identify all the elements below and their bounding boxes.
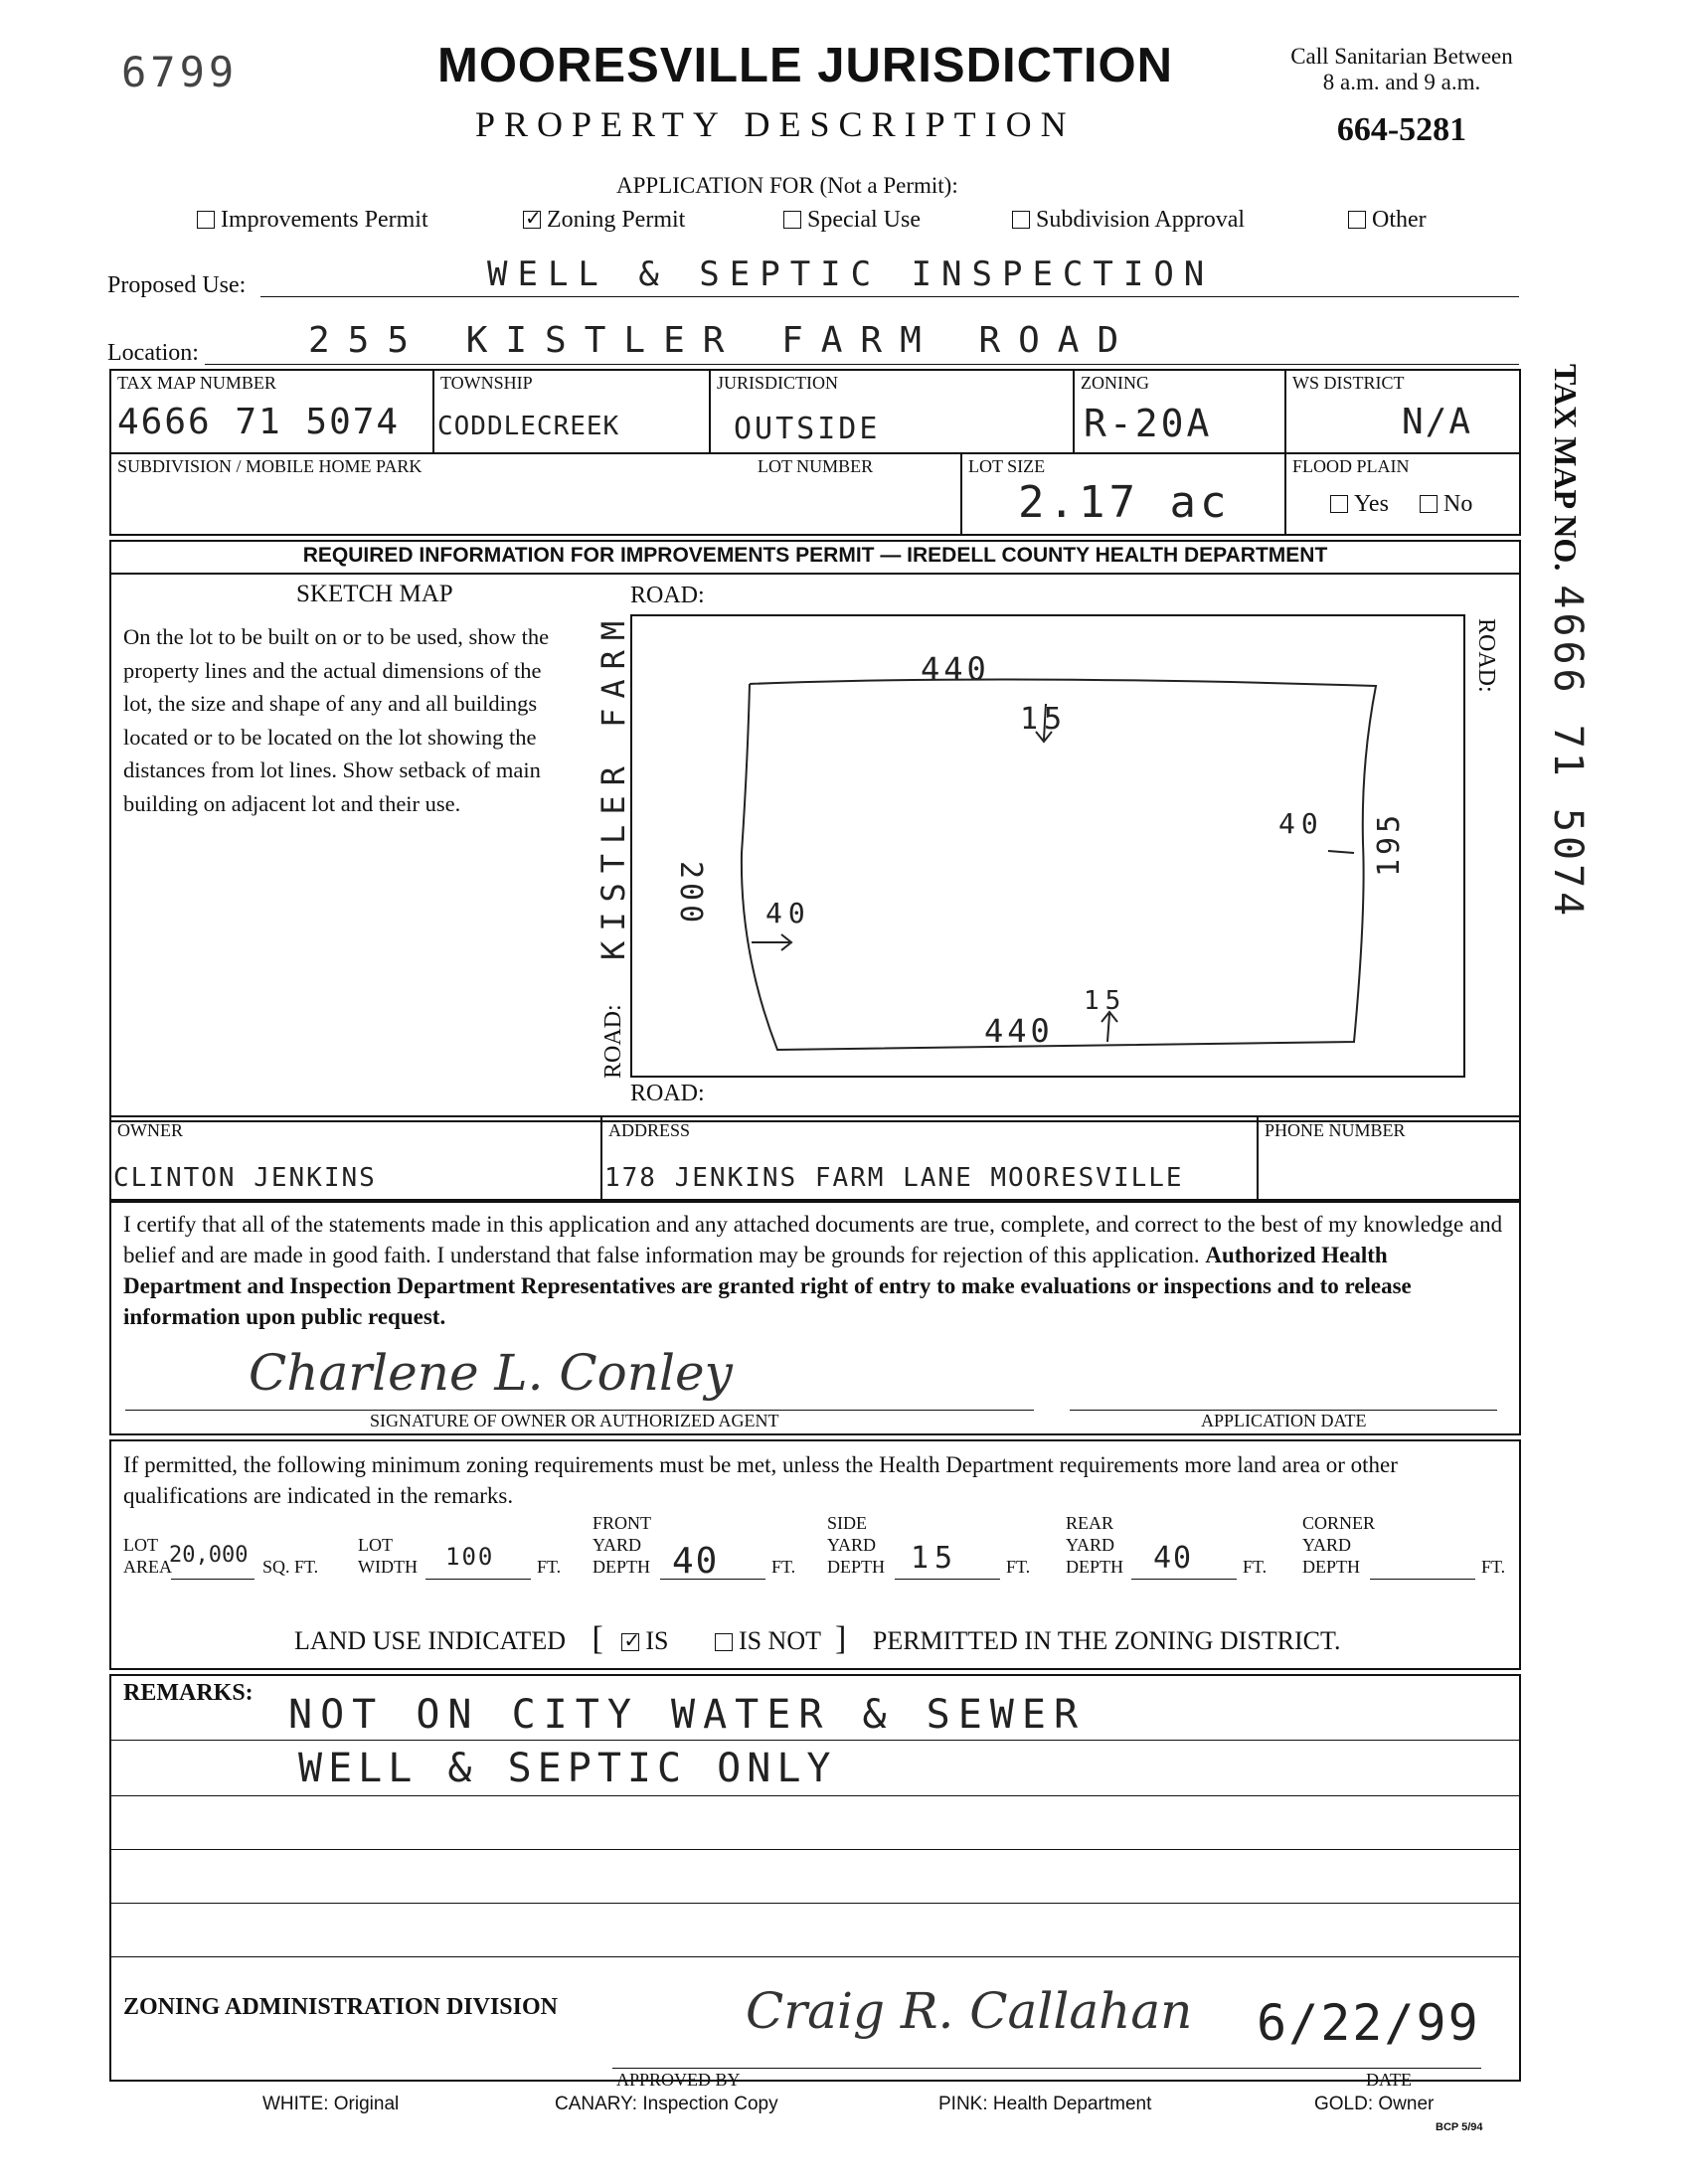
corner-l2: YARD xyxy=(1302,1535,1352,1555)
checkbox[interactable] xyxy=(1420,495,1438,513)
lot-area-l2: AREA xyxy=(123,1557,172,1577)
permitted-label: PERMITTED IN THE ZONING DISTRICT. xyxy=(872,1626,1341,1655)
remarks-label: REMARKS: xyxy=(123,1680,254,1706)
checkbox[interactable] xyxy=(1330,495,1348,513)
sketch-road-name: KISTLER FARM xyxy=(594,610,632,960)
dim-bottom: 440 xyxy=(984,1012,1054,1050)
rear-yard-value[interactable]: 40 xyxy=(1153,1541,1194,1576)
owner-value[interactable]: CLINTON JENKINS xyxy=(113,1163,377,1193)
remarks-line-2[interactable]: WELL & SEPTIC ONLY xyxy=(298,1746,837,1791)
zoning-division-label: ZONING ADMINISTRATION DIVISION xyxy=(123,1994,558,2020)
footer-white: WHITE: Original xyxy=(262,2094,400,2114)
page-subtitle: PROPERTY DESCRIPTION xyxy=(475,104,1076,144)
jurisdiction-label: JURISDICTION xyxy=(717,373,839,393)
checkbox[interactable] xyxy=(197,211,215,229)
dim-top: 440 xyxy=(921,650,990,688)
flood-plain-label: FLOOD PLAIN xyxy=(1292,456,1410,476)
location-label: Location: xyxy=(107,340,199,366)
zoning-label: ZONING xyxy=(1081,373,1149,393)
option-other[interactable]: Other xyxy=(1348,207,1427,234)
remarks-line-1[interactable]: NOT ON CITY WATER & SEWER xyxy=(288,1692,1087,1738)
address-value[interactable]: 178 JENKINS FARM LANE MOORESVILLE xyxy=(604,1163,1184,1193)
road-top-label: ROAD: xyxy=(630,583,705,608)
footer-pink: PINK: Health Department xyxy=(938,2094,1152,2114)
footer-code: BCP 5/94 xyxy=(1436,2121,1483,2133)
call-sanitarian-line1: Call Sanitarian Between xyxy=(1290,44,1513,69)
call-sanitarian-line2: 8 a.m. and 9 a.m. xyxy=(1322,70,1481,94)
land-use-row: LAND USE INDICATED [ ✓ IS IS NOT ] PERMITTED IN THE ZONING DISTRICT. xyxy=(294,1620,1340,1658)
checkbox-checked[interactable] xyxy=(621,1633,639,1651)
address-label: ADDRESS xyxy=(608,1120,691,1140)
checkbox[interactable] xyxy=(783,211,801,229)
checkbox[interactable] xyxy=(1348,211,1366,229)
flood-yes-option[interactable]: Yes xyxy=(1330,491,1389,518)
front-yard-value[interactable]: 40 xyxy=(672,1541,720,1582)
approved-by-label: APPROVED BY xyxy=(616,2070,741,2090)
front-ft: FT. xyxy=(771,1557,796,1577)
form-number: 6799 xyxy=(121,48,239,96)
lot-width-value[interactable]: 100 xyxy=(445,1543,495,1571)
arrow-left-setback xyxy=(752,934,791,950)
side-l2: YARD xyxy=(827,1535,877,1555)
dim-right: 195 xyxy=(1372,810,1407,877)
approval-date-label: DATE xyxy=(1366,2070,1412,2090)
option-subdivision-approval[interactable]: Subdivision Approval xyxy=(1012,207,1245,234)
zoning-value[interactable]: R-20A xyxy=(1084,402,1213,445)
option-zoning-permit[interactable]: ✓ Zoning Permit xyxy=(523,207,685,234)
checkbox-checked[interactable] xyxy=(523,211,541,229)
owner-label: OWNER xyxy=(117,1120,183,1140)
option-improvements-permit[interactable]: Improvements Permit xyxy=(197,207,428,234)
setback-rear: 15 xyxy=(1084,986,1127,1016)
page-title: MOORESVILLE JURISDICTION xyxy=(437,39,1174,92)
sketch-drawing xyxy=(630,614,1465,1078)
township-value[interactable]: CODDLECREEK xyxy=(437,412,620,441)
lot-width-l2: WIDTH xyxy=(358,1557,418,1577)
setback-left: 40 xyxy=(765,897,811,929)
approval-date-value[interactable]: 6/22/99 xyxy=(1257,1994,1480,2052)
road-bottom-label: ROAD: xyxy=(630,1081,705,1106)
corner-l3: DEPTH xyxy=(1302,1557,1360,1577)
rear-ft: FT. xyxy=(1243,1557,1268,1577)
zoning-intro: If permitted, the following minimum zoning requirements must be met, unless the Health Department requirements more land area or other qualifications are indicated in the remarks. xyxy=(123,1452,1398,1508)
lot-area-l1: LOT xyxy=(123,1535,158,1555)
setback-front: 15 xyxy=(1020,702,1069,737)
side-tax-map-label: TAX MAP NO. xyxy=(1548,364,1584,572)
signature-label: SIGNATURE OF OWNER OR AUTHORIZED AGENT xyxy=(370,1411,779,1430)
land-use-is[interactable]: ✓ IS xyxy=(621,1626,668,1655)
front-l1: FRONT xyxy=(593,1513,652,1533)
option-special-use[interactable]: Special Use xyxy=(783,207,921,234)
rear-l1: REAR xyxy=(1066,1513,1114,1533)
location-value[interactable]: 255 KISTLER FARM ROAD xyxy=(308,320,1137,361)
side-yard-value[interactable]: 15 xyxy=(911,1541,959,1576)
rear-l3: DEPTH xyxy=(1066,1557,1123,1577)
owner-signature[interactable]: Charlene L. Conley xyxy=(249,1344,733,1402)
lot-width-ft: FT. xyxy=(537,1557,562,1577)
lot-number-label: LOT NUMBER xyxy=(758,456,874,476)
corner-l1: CORNER xyxy=(1302,1513,1376,1533)
approved-signature[interactable]: Craig R. Callahan xyxy=(746,1982,1193,2040)
arrow-right-setback xyxy=(1328,851,1354,853)
land-use-label: LAND USE INDICATED xyxy=(294,1626,566,1655)
township-label: TOWNSHIP xyxy=(440,373,533,393)
tax-map-number-value[interactable]: 4666 71 5074 xyxy=(117,402,401,442)
side-l3: DEPTH xyxy=(827,1557,885,1577)
checkbox[interactable] xyxy=(715,1633,733,1651)
flood-no-option[interactable]: No xyxy=(1420,491,1472,518)
sanitarian-phone: 664-5281 xyxy=(1336,111,1467,148)
land-use-is-not[interactable]: IS NOT xyxy=(715,1626,821,1655)
proposed-use-value[interactable]: WELL & SEPTIC INSPECTION xyxy=(487,254,1215,294)
ws-district-value[interactable]: N/A xyxy=(1402,402,1473,442)
phone-number-label: PHONE NUMBER xyxy=(1265,1120,1406,1140)
lot-size-label: LOT SIZE xyxy=(968,456,1046,476)
lot-size-value[interactable]: 2.17 ac xyxy=(1018,477,1231,528)
jurisdiction-value[interactable]: OUTSIDE xyxy=(734,412,881,446)
footer-gold: GOLD: Owner xyxy=(1314,2094,1435,2114)
proposed-use-label: Proposed Use: xyxy=(107,272,247,298)
sketch-instructions: On the lot to be built on or to be used, show the property lines and the actual dimensions of the lot, the size and shape of any and all buildings located or to be located on the lot showing the distances from lot lines. Show setback of main building on adjacent lot and their use. xyxy=(123,624,550,816)
setback-right: 40 xyxy=(1278,807,1324,840)
application-heading: APPLICATION FOR (Not a Permit): xyxy=(616,173,958,198)
side-ft: FT. xyxy=(1006,1557,1031,1577)
corner-ft: FT. xyxy=(1481,1557,1506,1577)
rear-l2: YARD xyxy=(1066,1535,1115,1555)
application-date-label: APPLICATION DATE xyxy=(1201,1411,1367,1430)
sketch-map-title: SKETCH MAP xyxy=(296,581,453,607)
road-right-label: ROAD: xyxy=(1473,618,1499,693)
tax-map-number-label: TAX MAP NUMBER xyxy=(117,373,276,393)
lot-area-unit: SQ. FT. xyxy=(262,1557,319,1577)
checkbox[interactable] xyxy=(1012,211,1030,229)
required-banner: REQUIRED INFORMATION FOR IMPROVEMENTS PERMIT — IREDELL COUNTY HEALTH DEPARTMENT xyxy=(302,544,1328,567)
subdivision-label: SUBDIVISION / MOBILE HOME PARK xyxy=(117,456,423,476)
certification-bold: Authorized Health Department and Inspection Department Representatives are granted right of entry to make evaluations or inspections and to release information upon public request. xyxy=(123,1243,1412,1329)
ws-district-label: WS DISTRICT xyxy=(1292,373,1405,393)
side-tax-map-value: 4666 71 5074 xyxy=(1545,585,1591,921)
front-l2: YARD xyxy=(593,1535,642,1555)
certification-text xyxy=(123,1209,1509,1332)
side-l1: SIDE xyxy=(827,1513,867,1533)
arrow-rear-setback xyxy=(1101,1012,1117,1042)
front-l3: DEPTH xyxy=(593,1557,650,1577)
footer-canary: CANARY: Inspection Copy xyxy=(555,2094,778,2114)
lot-area-value[interactable]: 20,000 xyxy=(169,1543,249,1568)
road-left-label: ROAD: xyxy=(600,1004,626,1079)
side-tax-map xyxy=(1545,364,1591,921)
certification-plain: I certify that all of the statements made in this application and any attached documents are true, complete, and correct to the best of my knowledge and belief and are made in good faith. I understand that false information may be grounds for rejection of this application. xyxy=(123,1212,1503,1267)
lot-width-l1: LOT xyxy=(358,1535,393,1555)
dim-left: 200 xyxy=(673,861,708,927)
